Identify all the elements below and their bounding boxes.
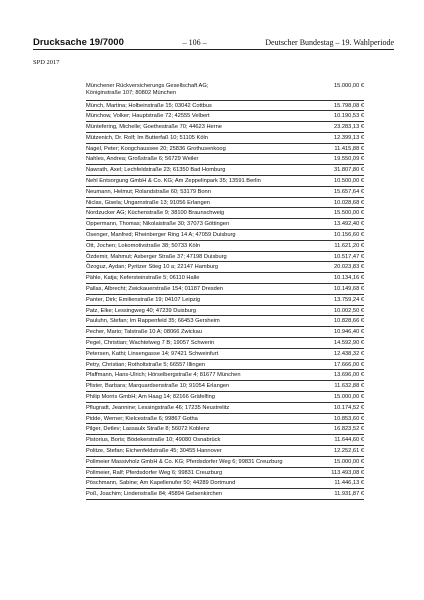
- donation-amount: 15.657,64 €: [333, 188, 364, 195]
- table-row: [86, 468, 364, 479]
- donor-name-address: Osenger, Manfred; Rheinberger Ring 14 A; 47059 Duisburg: [86, 232, 236, 239]
- table-row: [86, 165, 364, 176]
- donation-amount: 10.190,53 €: [333, 113, 364, 120]
- donation-amount: 11.632,88 €: [334, 383, 364, 390]
- donor-name-address: Münchener Rückversicherungs Gesellschaft AG; Königinstraße 107; 80802 München: [86, 83, 209, 96]
- donor-name-address: Özoguz, Aydan; Pyritzer Stieg 10 a; 22147 Hamburg: [86, 264, 219, 271]
- table-row: [86, 381, 364, 392]
- donation-amount: 10.134,16 €: [333, 275, 364, 282]
- table-row: [86, 446, 364, 457]
- table-row: [86, 403, 364, 414]
- donor-name-address: Münch, Martina; Holbeinstraße 15; 03042 Cottbus: [86, 102, 212, 109]
- page-number: – 106 –: [182, 38, 207, 47]
- donation-amount: 13.696,00 €: [333, 372, 364, 379]
- table-row: [86, 306, 364, 317]
- table-row: [86, 154, 364, 165]
- donor-name-address: Oppermann, Thomas; Nikolaistraße 30; 37073 Göttingen: [86, 221, 230, 228]
- header-rule: [33, 49, 394, 50]
- donor-name-address: Neumann, Helmut; Rolandstraße 60; 53179 Bonn: [86, 188, 211, 195]
- donor-name-address: Mützenich, Dr. Rolf; Im Butterfaß 10; 51105 Köln: [86, 134, 208, 141]
- publication-title: Deutscher Bundestag – 19. Wahlperiode: [265, 38, 394, 47]
- donor-name-address: Pilger, Detlev; Lassaulx Straße 8; 56072 Koblenz: [86, 426, 210, 433]
- donation-amount: 20.023,83 €: [333, 264, 364, 271]
- donation-amount: 23.283,13 €: [333, 124, 364, 131]
- donation-amount: 10.853,60 €: [333, 415, 364, 422]
- donation-amount: 14.592,90 €: [333, 340, 364, 347]
- donation-amount: 13.492,40 €: [333, 221, 364, 228]
- table-row: [86, 273, 364, 284]
- table-row: [86, 208, 364, 219]
- table-row: [86, 284, 364, 295]
- donation-amount: 16.823,52 €: [333, 426, 364, 433]
- table-row: [86, 370, 364, 381]
- donation-amount: 12.399,13 €: [333, 134, 364, 141]
- table-row: [86, 435, 364, 446]
- donation-amount: 12.438,32 €: [333, 350, 364, 357]
- donor-name-address: Poß, Joachim; Lindenstraße 84; 45894 Gelsenkirchen: [86, 491, 222, 498]
- donation-amount: 12.252,61 €: [333, 448, 364, 454]
- donation-amount: 15.798,08 €: [333, 102, 364, 109]
- donation-amount: 10.028,68 €: [333, 199, 364, 206]
- donation-amount: 10.156,60 €: [333, 232, 364, 239]
- donation-amount: 10.500,00 €: [333, 178, 364, 185]
- table-row: [86, 262, 364, 273]
- donor-name-address: Panter, Dirk; Emilienstraße 19; 04107 Leipzig: [86, 296, 201, 303]
- party-label: SPD 2017: [33, 59, 60, 66]
- donation-amount: 10.946,40 €: [333, 329, 364, 336]
- donor-name-address: Nawrath, Axel; Lechfeldstraße 23; 61350 Bad Homburg: [86, 167, 226, 174]
- donor-name-address: Ott, Jochen; Lokomotivstraße 38; 50733 Köln: [86, 242, 201, 249]
- table-row: [86, 414, 364, 425]
- table-row: [86, 122, 364, 133]
- donor-name-address: Pollmeier Massivholz GmbH & Co. KG; Pferdsdorfer Weg 6; 99831 Creuzburg: [86, 458, 283, 465]
- donation-amount: 17.666,00 €: [333, 361, 364, 368]
- donation-amount: 10.828,66 €: [333, 318, 364, 325]
- donor-name-address: Politze, Stefan; Eichenfeldstraße 45; 30455 Hannover: [86, 448, 222, 454]
- donation-amount: 10.174,52 €: [333, 404, 364, 411]
- donation-amount: 15.000,00 €: [333, 83, 364, 89]
- donor-name-address: Müntefering, Michelle; Goethestraße 70; 44623 Herne: [86, 124, 222, 131]
- donation-amount: 15.000,00 €: [333, 394, 364, 401]
- table-row: [86, 176, 364, 187]
- donations-table: [86, 82, 364, 500]
- donor-name-address: Philip Morris GmbH; Am Haag 14; 82166 Gräfelfing: [86, 394, 215, 401]
- donation-amount: 13.759,24 €: [333, 296, 364, 303]
- donation-amount: 11.415,88 €: [334, 145, 364, 152]
- donor-name-address: Pollmeier, Ralf; Pferdsdorfer Weg 6; 99831 Creuzburg: [86, 469, 223, 476]
- donor-name-address: Özdemir, Mahmut; Asberger Straße 37; 47198 Duisburg: [86, 253, 227, 260]
- donor-name-address: Nordzucker AG; Küchenstraße 9; 38100 Braunschweig: [86, 210, 225, 217]
- table-row: [86, 327, 364, 338]
- table-row: [86, 101, 364, 112]
- donor-name-address: Pegel, Christian; Wachtelweg 7 B; 19057 Schwerin: [86, 340, 215, 347]
- table-row: [86, 82, 364, 101]
- donor-name-address: Nagel, Peter; Koogchaussee 20; 25836 Grothusenkoog: [86, 145, 226, 152]
- donation-amount: 11.621,20 €: [334, 242, 364, 249]
- donor-name-address: Pallas, Albrecht; Zwickauerstraße 154; 01187 Dresden: [86, 286, 224, 293]
- donation-amount: 10.149,68 €: [333, 286, 364, 293]
- donation-amount: 31.807,80 €: [333, 167, 364, 174]
- table-row: [86, 424, 364, 435]
- table-row: [86, 230, 364, 241]
- table-row: [86, 198, 364, 209]
- table-row: [86, 133, 364, 144]
- table-row: [86, 219, 364, 230]
- donor-name-address: Nehl Entsorgung GmbH & Co. KG; Am Zeppelinpark 35; 13591 Berlin: [86, 178, 261, 185]
- table-row: [86, 489, 364, 500]
- donor-name-address: Pecher, Mario; Talstraße 10 A; 08066 Zwickau: [86, 329, 202, 336]
- table-row: [86, 144, 364, 155]
- page-header: [33, 37, 394, 48]
- donor-name-address: Pauluhn, Stefan; Im Rappenfeld 35; 66453 Gersheim: [86, 318, 220, 325]
- table-row: [86, 349, 364, 360]
- table-row: [86, 187, 364, 198]
- donor-name-address: Pfister, Barbara; Marquardsenstraße 10; 91054 Erlangen: [86, 383, 230, 390]
- donor-name-address: Petersen, Kathi; Linsengasse 14; 97421 Schweinfurt: [86, 350, 219, 357]
- table-row: [86, 252, 364, 263]
- donor-name-address: Pflugradt, Jeannine; Lessingstraße 46; 17235 Neustrelitz: [86, 404, 230, 411]
- donation-amount: 10.002,50 €: [333, 307, 364, 314]
- table-row: [86, 478, 364, 489]
- donor-name-address: Pistorius, Boris; Bödekerstraße 10; 49080 Osnabrück: [86, 437, 221, 444]
- donor-name-address: Münchow, Volker; Hauptstraße 72; 42555 Velbert: [86, 113, 210, 120]
- donation-amount: 11.931,87 €: [334, 491, 364, 498]
- table-row: [86, 392, 364, 403]
- table-row: [86, 316, 364, 327]
- table-row: [86, 295, 364, 306]
- donor-name-address: Pidde, Werner; Kielcestraße 6; 99867 Gotha: [86, 415, 198, 422]
- table-row: [86, 360, 364, 371]
- donation-amount: 10.517,47 €: [333, 253, 364, 260]
- table-row: [86, 457, 364, 468]
- donation-amount: 15.500,00 €: [333, 210, 364, 217]
- donation-amount: 11.644,60 €: [334, 437, 364, 444]
- donor-name-address: Niclas, Gisela; Ungarnstraße 13; 91056 Erlangen: [86, 199, 210, 206]
- donation-amount: 11.446,13 €: [334, 480, 364, 487]
- donor-name-address: Nahles, Andrea; Großstraße 6; 56729 Weiler: [86, 156, 199, 163]
- table-row: [86, 241, 364, 252]
- donor-name-address: Pöschmann, Sabine; Am Kapellenufer 50; 44289 Dortmund: [86, 480, 236, 487]
- table-row: [86, 338, 364, 349]
- donor-name-address: Patz, Elke; Lessingweg 40; 47239 Duisburg: [86, 307, 197, 314]
- donation-amount: 15.000,00 €: [333, 458, 364, 465]
- donor-name-address: Pähle, Katja; Kefersteinstraße 5; 06110 Halle: [86, 275, 200, 282]
- donor-name-address: Petry, Christian; Rotholtstraße 5; 66557 Illingen: [86, 361, 206, 368]
- document-number: Drucksache 19/7000: [33, 37, 124, 48]
- donation-amount: 113.493,08 €: [331, 469, 364, 476]
- donation-amount: 19.550,09 €: [333, 156, 364, 163]
- donor-name-address: Pfaffmann, Hans-Ulrich; Hörselbergstraße 4; 81677 München: [86, 372, 241, 379]
- table-row: [86, 111, 364, 122]
